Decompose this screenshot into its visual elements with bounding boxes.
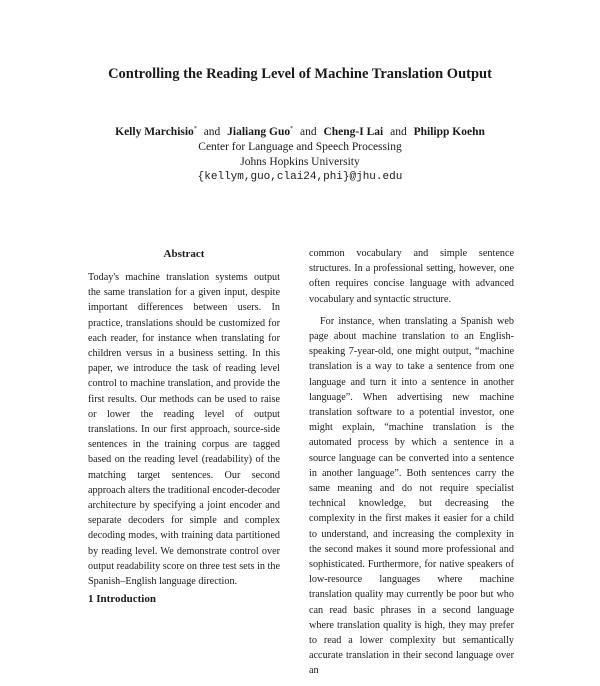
equal-contribution-mark: * [290, 126, 294, 132]
equal-contribution-mark: * [193, 126, 197, 132]
right-column [309, 246, 514, 686]
author-name: Kelly Marchisio [115, 126, 194, 138]
paper-title: Controlling the Reading Level of Machine Translation Output [108, 66, 492, 82]
affiliation-line: Johns Hopkins University [240, 156, 360, 168]
and-word: and [300, 126, 317, 138]
and-word: and [390, 126, 407, 138]
author-emails: {kellym,guo,clai24,phi}@jhu.edu [197, 171, 403, 183]
author-block [0, 122, 600, 185]
body-paragraph: common vocabulary and simple sentence structures. In a professional setting, however, one often requires concise language with advanced vocabulary and syntactic structure. [309, 248, 514, 305]
abstract-heading: Abstract [163, 248, 205, 260]
author-names [0, 122, 600, 140]
section-heading: 1 Introduction [88, 593, 156, 605]
and-word: and [203, 126, 221, 138]
author-name: Cheng-I Lai [323, 126, 384, 138]
left-column [88, 270, 280, 596]
author-name: Philipp Koehn [413, 126, 485, 138]
abstract-text: Today's machine translation systems output the same translation for a given input, despite important differences between users. In practice, translations should be customized for each reader, for instance when translating for children versus in a business setting. In this paper, we introduce the task of reading level control to machine translation, and provide the first results. Our methods can be used to raise or lower the reading level of output translations. In our first approach, source-side sentences in the training corpus are tagged based on the reading level (readability) of the matching target sentences. Our second approach alters the traditional encoder-decoder architecture by specifying a joint encoder and separate decoders for simple and complex decoding modes, with training data partitioned by reading level. We demonstrate control over output readability score on three test sets in the Spanish–English language direction. [88, 272, 280, 588]
author-name: Jialiang Guo [227, 126, 291, 138]
body-paragraph: For instance, when translating a Spanish web page about machine translation to an English-speaking 7-year-old, one might output, “machine translation is a way to take a sentence from one language and turn it into a sentence in another language”. When advertising new machine translation software to a potential investor, one might explain, “machine translation is the automated process by which a sentence in a source language can be converted into a sentence in another language”. Both sentences carry the same meaning and do not require specialist technical knowledge, but decreasing the complexity in the first makes it easier for a child to understand, and increasing the complexity in the second makes it sound more professional and sophisticated. Furthermore, for native speakers of low-resource languages where machine translation quality may currently be poor but who can read basic phrases in a second language where translation quality is high, they may prefer to read a lower complexity but semantically accurate translation in their second language over an [309, 315, 514, 677]
affiliation-line: Center for Language and Speech Processing [198, 141, 402, 153]
